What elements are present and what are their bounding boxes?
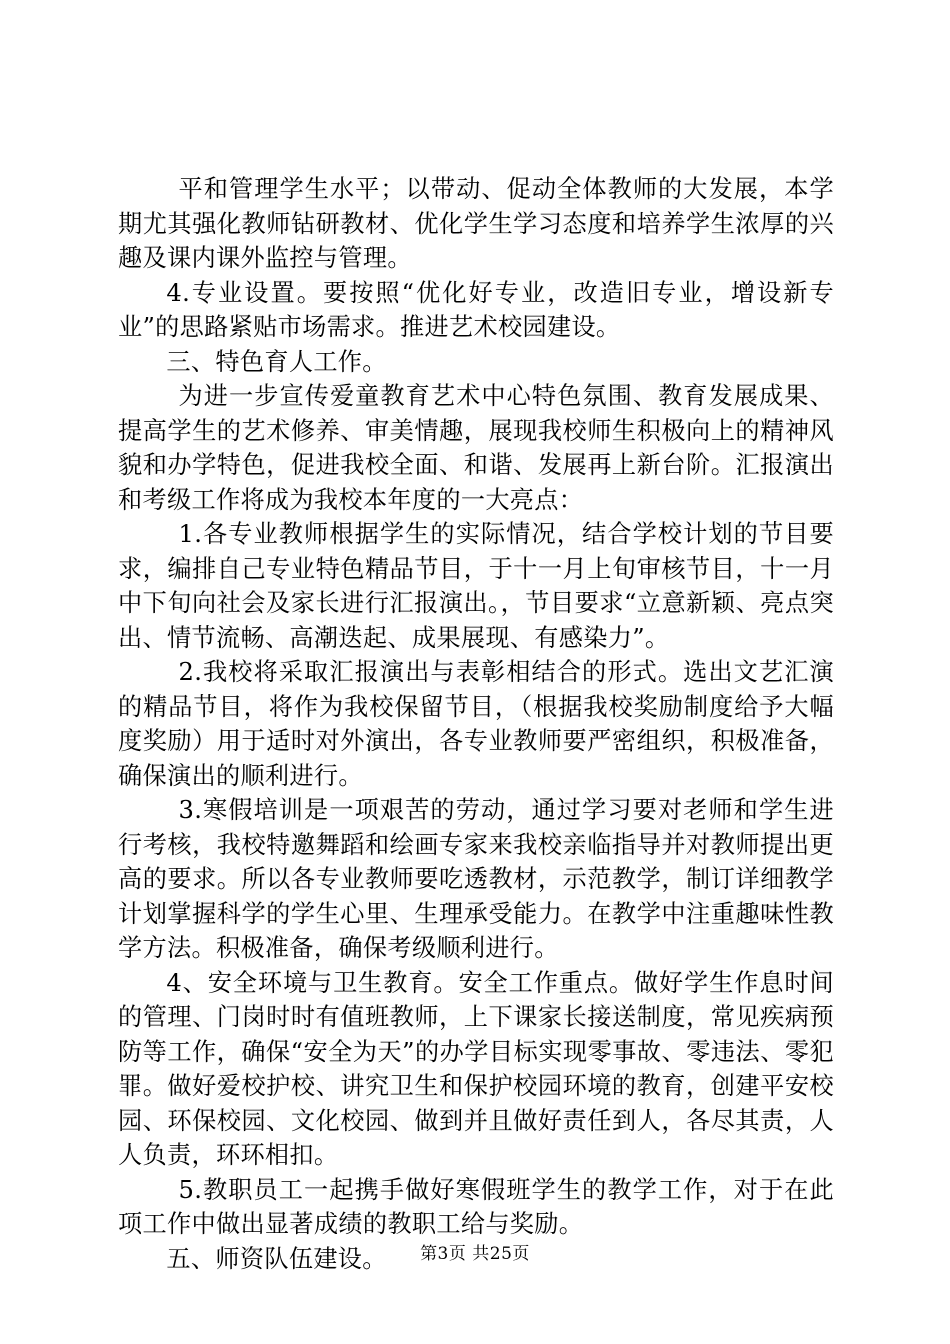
paragraph-major-setup: 4.专业设置。要按照“优化好专业，改造旧专业，增设新专业”的思路紧贴市场需求。推进艺术校园建设。 [118,278,834,341]
section-heading-featured-education: 三、特色育人工作。 [166,347,387,376]
document-body [118,172,834,1276]
paragraph-item-3: 3.寒假培训是一项艰苦的劳动，通过学习要对老师和学生进行考核，我校特邀舞蹈和绘画专家来我校亲临指导并对教师提出更高的要求。所以各专业教师要吃透教材，示范教学，制订详细教学计划掌握科学的学生心里、生理承受能力。在教学中注重趣味性教学方法。积极准备，确保考级顺利进行。 [118,796,834,962]
paragraph-featured-intro: 为进一步宣传爱童教育艺术中心特色氛围、教育发展成果、提高学生的艺术修养、审美情趣，展现我校师生积极向上的精神风貌和办学特色，促进我校全面、和谐、发展再上新台阶。汇报演出和考级工作将成为我校本年度的一大亮点： [118,382,834,514]
section-heading-teacher-team: 五、师资队伍建设。 [166,1244,387,1273]
paragraph-item-2: 2.我校将采取汇报演出与表彰相结合的形式。选出文艺汇演的精品节目，将作为我校保留节目，（根据我校奖励制度给予大幅度奖励）用于适时对外演出，各专业教师要严密组织，积极准备，确保演出的顺利进行。 [118,658,834,790]
paragraph-item-1: 1.各专业教师根据学生的实际情况，结合学校计划的节目要求，编排自己专业特色精品节目，于十一月上旬审核节目，十一月中下旬向社会及家长进行汇报演出。，节目要求“立意新颖、亮点突出、情节流畅、高潮迭起、成果展现、有感染力”。 [118,520,834,652]
paragraph-item-5: 5.教职员工一起携手做好寒假班学生的教学工作，对于在此项工作中做出显著成绩的教职工给与奖励。 [118,1175,834,1238]
paragraph-item-4-safety: 4、安全环境与卫生教育。安全工作重点。做好学生作息时间的管理、门岗时时有值班教师，上下课家长接送制度，常见疾病预防等工作，确保“安全为天”的办学目标实现零事故、零违法、零犯罪。做好爱校护校、讲究卫生和保护校园环境的教育，创建平安校园、环保校园、文化校园、做到并且做好责任到人，各尽其责，人人负责，环环相扣。 [118,968,834,1169]
page-number-footer: 第3页 共25页 [420,1244,530,1264]
paragraph-management-level: 平和管理学生水平；以带动、促动全体教师的大发展，本学期尤其强化教师钻研教材、优化学生学习态度和培养学生浓厚的兴趣及课内课外监控与管理。 [118,175,834,272]
